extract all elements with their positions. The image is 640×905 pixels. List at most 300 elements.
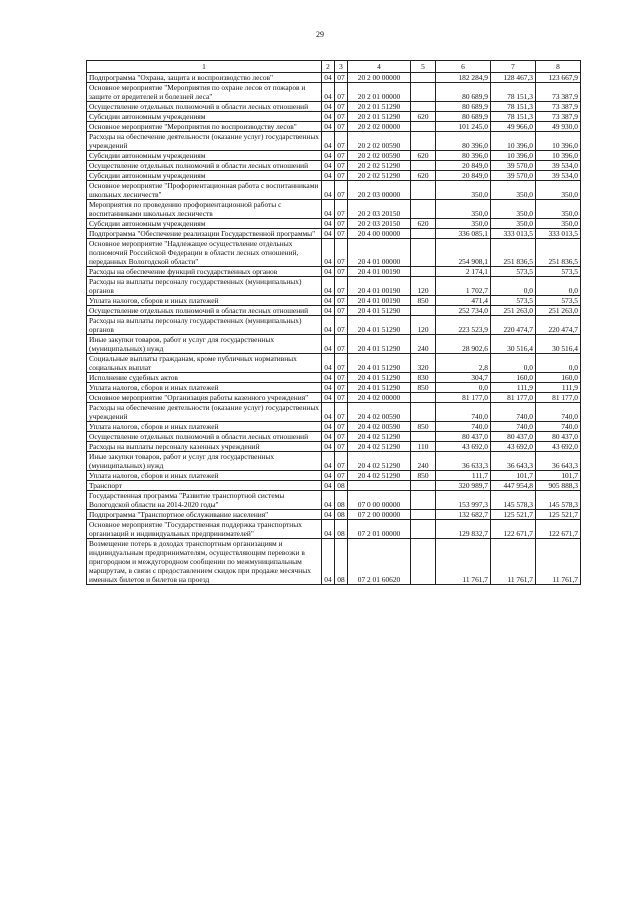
subsection-code: 07 <box>335 354 348 373</box>
expense-type-code <box>411 481 436 491</box>
amount-col-6: 304,7 <box>436 373 491 383</box>
amount-col-7: 39 570,0 <box>491 171 536 181</box>
amount-col-8: 73 387,9 <box>536 102 581 112</box>
amount-col-6: 101 245,0 <box>436 122 491 132</box>
subsection-code: 07 <box>335 383 348 393</box>
section-code: 04 <box>322 219 335 229</box>
section-code: 04 <box>322 267 335 277</box>
amount-col-6: 740,0 <box>436 422 491 432</box>
target-article-code: 20 4 02 51290 <box>348 452 411 471</box>
table-row <box>87 229 581 239</box>
target-article-code: 20 4 01 51290 <box>348 354 411 373</box>
amount-col-6: 471,4 <box>436 296 491 306</box>
expense-type-code: 240 <box>411 335 436 354</box>
expense-type-code: 620 <box>411 171 436 181</box>
expense-type-code <box>411 403 436 422</box>
section-code: 04 <box>322 83 335 102</box>
expense-type-code <box>411 520 436 539</box>
row-name: Транспорт <box>87 481 322 491</box>
amount-col-8: 145 578,3 <box>536 491 581 510</box>
table-row <box>87 132 581 151</box>
subsection-code: 07 <box>335 393 348 403</box>
amount-col-6: 182 284,9 <box>436 73 491 83</box>
target-article-code: 07 0 00 00000 <box>348 491 411 510</box>
amount-col-7: 220 474,7 <box>491 316 536 335</box>
table-row <box>87 73 581 83</box>
amount-col-8: 333 013,5 <box>536 229 581 239</box>
section-code: 04 <box>322 539 335 585</box>
target-article-code: 20 2 03 20150 <box>348 219 411 229</box>
row-name: Основное мероприятие "Организация работы казенного учреждения" <box>87 393 322 403</box>
table-row <box>87 539 581 585</box>
amount-col-7: 0,0 <box>491 354 536 373</box>
expense-type-code <box>411 539 436 585</box>
target-article-code: 20 4 01 51290 <box>348 306 411 316</box>
amount-col-7: 740,0 <box>491 422 536 432</box>
row-name: Расходы на выплаты персоналу государственных (муниципальных) органов <box>87 277 322 296</box>
target-article-code: 20 4 01 00000 <box>348 239 411 267</box>
amount-col-6: 0,0 <box>436 383 491 393</box>
amount-col-6: 320 989,7 <box>436 481 491 491</box>
row-name: Уплата налогов, сборов и иных платежей <box>87 471 322 481</box>
subsection-code: 07 <box>335 306 348 316</box>
amount-col-8: 43 692,0 <box>536 442 581 452</box>
target-article-code: 20 4 01 00190 <box>348 296 411 306</box>
amount-col-7: 78 151,3 <box>491 83 536 102</box>
amount-col-6: 43 692,0 <box>436 442 491 452</box>
table-row <box>87 393 581 403</box>
section-code: 04 <box>322 229 335 239</box>
amount-col-6: 153 997,3 <box>436 491 491 510</box>
target-article-code: 20 2 02 00590 <box>348 132 411 151</box>
amount-col-8: 111,9 <box>536 383 581 393</box>
target-article-code: 20 4 01 00190 <box>348 267 411 277</box>
table-row <box>87 452 581 471</box>
row-name: Расходы на обеспечение деятельности (оказание услуг) государственных учреждений <box>87 403 322 422</box>
row-name: Осуществление отдельных полномочий в области лесных отношений <box>87 161 322 171</box>
subsection-code: 07 <box>335 267 348 277</box>
target-article-code: 20 4 01 51290 <box>348 383 411 393</box>
row-name: Субсидии автономным учреждениям <box>87 219 322 229</box>
subsection-code: 07 <box>335 432 348 442</box>
amount-col-8: 36 643,3 <box>536 452 581 471</box>
expense-type-code: 850 <box>411 296 436 306</box>
amount-col-8: 0,0 <box>536 277 581 296</box>
section-code: 04 <box>322 520 335 539</box>
row-name: Иные закупки товаров, работ и услуг для государственных (муниципальных) нужд <box>87 335 322 354</box>
amount-col-6: 28 902,6 <box>436 335 491 354</box>
section-code: 04 <box>322 296 335 306</box>
amount-col-8: 39 534,0 <box>536 171 581 181</box>
subsection-code: 07 <box>335 296 348 306</box>
row-name: Основное мероприятие "Профориентационная работа с воспитанниками школьных лесничеств" <box>87 181 322 200</box>
amount-col-8: 73 387,9 <box>536 112 581 122</box>
section-code: 04 <box>322 112 335 122</box>
amount-col-6: 20 849,0 <box>436 161 491 171</box>
amount-col-8: 350,0 <box>536 219 581 229</box>
amount-col-6: 80 396,0 <box>436 132 491 151</box>
amount-col-6: 80 396,0 <box>436 151 491 161</box>
section-code: 04 <box>322 383 335 393</box>
subsection-code: 07 <box>335 452 348 471</box>
table-row <box>87 383 581 393</box>
amount-col-7: 447 954,8 <box>491 481 536 491</box>
amount-col-8: 73 387,9 <box>536 83 581 102</box>
table-header-row <box>87 61 581 73</box>
section-code: 04 <box>322 306 335 316</box>
amount-col-8: 49 930,0 <box>536 122 581 132</box>
amount-col-8: 740,0 <box>536 422 581 432</box>
section-code: 04 <box>322 122 335 132</box>
row-name: Подпрограмма "Транспортное обслуживание населения" <box>87 510 322 520</box>
target-article-code: 20 4 02 00590 <box>348 422 411 432</box>
expense-type-code <box>411 181 436 200</box>
amount-col-7: 78 151,3 <box>491 112 536 122</box>
subsection-code: 08 <box>335 481 348 491</box>
amount-col-6: 80 689,9 <box>436 83 491 102</box>
target-article-code: 07 2 01 00000 <box>348 520 411 539</box>
amount-col-7: 49 966,0 <box>491 122 536 132</box>
subsection-code: 07 <box>335 277 348 296</box>
subsection-code: 07 <box>335 442 348 452</box>
column-header: 4 <box>348 61 411 73</box>
target-article-code: 20 4 01 51290 <box>348 373 411 383</box>
section-code: 04 <box>322 102 335 112</box>
target-article-code: 20 2 01 51290 <box>348 102 411 112</box>
amount-col-6: 111,7 <box>436 471 491 481</box>
amount-col-6: 81 177,0 <box>436 393 491 403</box>
subsection-code: 07 <box>335 122 348 132</box>
target-article-code: 20 2 00 00000 <box>348 73 411 83</box>
row-name: Мероприятия по проведению профориентационной работы с воспитанниками школьных лесничеств <box>87 200 322 219</box>
row-name: Уплата налогов, сборов и иных платежей <box>87 383 322 393</box>
target-article-code: 20 2 01 00000 <box>348 83 411 102</box>
amount-col-6: 223 523,9 <box>436 316 491 335</box>
amount-col-6: 132 682,7 <box>436 510 491 520</box>
table-row <box>87 471 581 481</box>
amount-col-7: 39 570,0 <box>491 161 536 171</box>
target-article-code: 20 4 02 00000 <box>348 393 411 403</box>
amount-col-6: 350,0 <box>436 219 491 229</box>
amount-col-8: 81 177,0 <box>536 393 581 403</box>
amount-col-8: 573,5 <box>536 267 581 277</box>
table-row <box>87 491 581 510</box>
expense-type-code <box>411 229 436 239</box>
subsection-code: 07 <box>335 422 348 432</box>
target-article-code: 20 4 00 00000 <box>348 229 411 239</box>
amount-col-7: 81 177,0 <box>491 393 536 403</box>
table-row <box>87 239 581 267</box>
amount-col-7: 573,5 <box>491 296 536 306</box>
row-name: Основное мероприятие "Мероприятия по охране лесов от пожаров и защите от вредителей и болезней леса" <box>87 83 322 102</box>
amount-col-8: 350,0 <box>536 181 581 200</box>
amount-col-8: 80 437,0 <box>536 432 581 442</box>
target-article-code: 20 2 03 00000 <box>348 181 411 200</box>
amount-col-6: 2,8 <box>436 354 491 373</box>
amount-col-8: 905 888,3 <box>536 481 581 491</box>
table-row <box>87 520 581 539</box>
subsection-code: 07 <box>335 219 348 229</box>
row-name: Уплата налогов, сборов и иных платежей <box>87 296 322 306</box>
table-row <box>87 267 581 277</box>
amount-col-8: 125 521,7 <box>536 510 581 520</box>
amount-col-8: 39 534,0 <box>536 161 581 171</box>
row-name: Осуществление отдельных полномочий в области лесных отношений <box>87 306 322 316</box>
expense-type-code <box>411 83 436 102</box>
target-article-code: 20 2 02 51290 <box>348 161 411 171</box>
amount-col-7: 122 671,7 <box>491 520 536 539</box>
row-name: Подпрограмма "Охрана, защита и воспроизводство лесов" <box>87 73 322 83</box>
section-code: 04 <box>322 181 335 200</box>
table-row <box>87 122 581 132</box>
row-name: Основное мероприятие "Надлежащее осуществление отдельных полномочий Российской Федерации в области лесных отношений, переданных Вологодской области" <box>87 239 322 267</box>
expense-type-code: 850 <box>411 383 436 393</box>
expense-type-code: 120 <box>411 316 436 335</box>
amount-col-6: 129 832,7 <box>436 520 491 539</box>
amount-col-8: 122 671,7 <box>536 520 581 539</box>
amount-col-7: 11 761,7 <box>491 539 536 585</box>
table-row <box>87 354 581 373</box>
section-code: 04 <box>322 354 335 373</box>
column-header: 5 <box>411 61 436 73</box>
amount-col-7: 80 437,0 <box>491 432 536 442</box>
subsection-code: 07 <box>335 403 348 422</box>
amount-col-8: 160,0 <box>536 373 581 383</box>
column-header: 8 <box>536 61 581 73</box>
amount-col-7: 145 578,3 <box>491 491 536 510</box>
expense-type-code <box>411 267 436 277</box>
table-row <box>87 316 581 335</box>
amount-col-8: 11 761,7 <box>536 539 581 585</box>
amount-col-8: 573,5 <box>536 296 581 306</box>
amount-col-6: 252 734,0 <box>436 306 491 316</box>
amount-col-7: 350,0 <box>491 219 536 229</box>
row-name: Государственная программа "Развитие транспортной системы Вологодской области на 2014-2020 годы" <box>87 491 322 510</box>
amount-col-8: 251 263,0 <box>536 306 581 316</box>
row-name: Возмещение потерь в доходах транспортным организациям и индивидуальным предпринимателям, осуществляющим перевозки в пригородном и междугородном сообщении по межмуниципальным маршрутам, в связи с предоставлением скидок при продаже месячных именных билетов и билетов на проезд <box>87 539 322 585</box>
table-row <box>87 200 581 219</box>
expense-type-code <box>411 200 436 219</box>
target-article-code: 20 4 01 00190 <box>348 277 411 296</box>
expense-type-code <box>411 510 436 520</box>
row-name: Субсидии автономным учреждениям <box>87 112 322 122</box>
row-name: Субсидии автономным учреждениям <box>87 151 322 161</box>
table-row <box>87 510 581 520</box>
amount-col-7: 251 836,5 <box>491 239 536 267</box>
amount-col-6: 1 702,7 <box>436 277 491 296</box>
amount-col-8: 30 516,4 <box>536 335 581 354</box>
amount-col-6: 740,0 <box>436 403 491 422</box>
section-code: 04 <box>322 373 335 383</box>
expense-type-code: 850 <box>411 471 436 481</box>
amount-col-8: 251 836,5 <box>536 239 581 267</box>
expense-type-code <box>411 102 436 112</box>
amount-col-7: 101,7 <box>491 471 536 481</box>
target-article-code: 07 2 00 00000 <box>348 510 411 520</box>
table-row <box>87 171 581 181</box>
amount-col-6: 2 174,1 <box>436 267 491 277</box>
table-row <box>87 422 581 432</box>
amount-col-6: 80 689,9 <box>436 112 491 122</box>
table-body <box>87 73 581 585</box>
section-code: 04 <box>322 277 335 296</box>
amount-col-7: 573,5 <box>491 267 536 277</box>
amount-col-7: 10 396,0 <box>491 151 536 161</box>
amount-col-6: 20 849,0 <box>436 171 491 181</box>
row-name: Расходы на обеспечение функций государственных органов <box>87 267 322 277</box>
section-code: 04 <box>322 432 335 442</box>
row-name: Иные закупки товаров, работ и услуг для государственных (муниципальных) нужд <box>87 452 322 471</box>
target-article-code: 20 4 02 51290 <box>348 432 411 442</box>
table-row <box>87 403 581 422</box>
subsection-code: 07 <box>335 83 348 102</box>
table-row <box>87 296 581 306</box>
amount-col-6: 11 761,7 <box>436 539 491 585</box>
expense-type-code <box>411 306 436 316</box>
section-code: 04 <box>322 239 335 267</box>
amount-col-6: 350,0 <box>436 181 491 200</box>
amount-col-7: 10 396,0 <box>491 132 536 151</box>
row-name: Расходы на обеспечение деятельности (оказание услуг) государственных учреждений <box>87 132 322 151</box>
target-article-code: 20 2 02 00000 <box>348 122 411 132</box>
table-row <box>87 161 581 171</box>
subsection-code: 07 <box>335 181 348 200</box>
table-row <box>87 335 581 354</box>
expense-type-code <box>411 122 436 132</box>
expense-type-code <box>411 432 436 442</box>
section-code: 04 <box>322 442 335 452</box>
amount-col-7: 43 692,0 <box>491 442 536 452</box>
table-row <box>87 277 581 296</box>
section-code: 04 <box>322 510 335 520</box>
row-name: Подпрограмма "Обеспечение реализации Государственной программы" <box>87 229 322 239</box>
amount-col-7: 333 013,5 <box>491 229 536 239</box>
table-row <box>87 112 581 122</box>
table-row <box>87 219 581 229</box>
section-code: 04 <box>322 471 335 481</box>
amount-col-6: 336 085,1 <box>436 229 491 239</box>
target-article-code: 20 4 01 51290 <box>348 316 411 335</box>
target-article-code: 07 2 01 60620 <box>348 539 411 585</box>
subsection-code: 08 <box>335 520 348 539</box>
table-row <box>87 151 581 161</box>
row-name: Социальные выплаты гражданам, кроме публичных нормативных социальных выплат <box>87 354 322 373</box>
amount-col-6: 80 437,0 <box>436 432 491 442</box>
table-row <box>87 442 581 452</box>
amount-col-7: 251 263,0 <box>491 306 536 316</box>
row-name: Осуществление отдельных полномочий в области лесных отношений <box>87 432 322 442</box>
subsection-code: 07 <box>335 171 348 181</box>
row-name: Основное мероприятие "Мероприятия по воспроизводству лесов" <box>87 122 322 132</box>
row-name: Осуществление отдельных полномочий в области лесных отношений <box>87 102 322 112</box>
section-code: 04 <box>322 161 335 171</box>
target-article-code: 20 4 02 51290 <box>348 442 411 452</box>
subsection-code: 07 <box>335 200 348 219</box>
amount-col-7: 350,0 <box>491 181 536 200</box>
expense-type-code <box>411 73 436 83</box>
subsection-code: 07 <box>335 161 348 171</box>
expense-type-code: 830 <box>411 373 436 383</box>
target-article-code: 20 2 01 51290 <box>348 112 411 122</box>
subsection-code: 08 <box>335 510 348 520</box>
target-article-code <box>348 481 411 491</box>
expense-type-code: 620 <box>411 219 436 229</box>
expense-type-code: 120 <box>411 277 436 296</box>
row-name: Уплата налогов, сборов и иных платежей <box>87 422 322 432</box>
amount-col-8: 220 474,7 <box>536 316 581 335</box>
amount-col-7: 125 521,7 <box>491 510 536 520</box>
row-name: Расходы на выплаты персоналу казенных учреждений <box>87 442 322 452</box>
section-code: 04 <box>322 316 335 335</box>
section-code: 04 <box>322 422 335 432</box>
expense-type-code: 110 <box>411 442 436 452</box>
subsection-code: 07 <box>335 102 348 112</box>
table-row <box>87 83 581 102</box>
amount-col-6: 254 908,1 <box>436 239 491 267</box>
row-name: Субсидии автономным учреждениям <box>87 171 322 181</box>
section-code: 04 <box>322 171 335 181</box>
amount-col-6: 36 633,3 <box>436 452 491 471</box>
amount-col-7: 0,0 <box>491 277 536 296</box>
section-code: 04 <box>322 200 335 219</box>
expense-type-code <box>411 239 436 267</box>
row-name: Расходы на выплаты персоналу государственных (муниципальных) органов <box>87 316 322 335</box>
expense-type-code <box>411 161 436 171</box>
target-article-code: 20 2 02 00590 <box>348 151 411 161</box>
page-number: 29 <box>316 30 324 39</box>
amount-col-6: 350,0 <box>436 200 491 219</box>
section-code: 04 <box>322 73 335 83</box>
subsection-code: 07 <box>335 373 348 383</box>
target-article-code: 20 4 01 51290 <box>348 335 411 354</box>
subsection-code: 07 <box>335 229 348 239</box>
row-name: Исполнение судебных актов <box>87 373 322 383</box>
amount-col-7: 36 643,3 <box>491 452 536 471</box>
amount-col-6: 80 689,9 <box>436 102 491 112</box>
target-article-code: 20 2 03 20150 <box>348 200 411 219</box>
section-code: 04 <box>322 393 335 403</box>
target-article-code: 20 4 02 51290 <box>348 471 411 481</box>
subsection-code: 07 <box>335 239 348 267</box>
section-code: 04 <box>322 491 335 510</box>
subsection-code: 08 <box>335 491 348 510</box>
expense-type-code <box>411 491 436 510</box>
target-article-code: 20 4 02 00590 <box>348 403 411 422</box>
section-code: 04 <box>322 335 335 354</box>
subsection-code: 07 <box>335 132 348 151</box>
expense-type-code: 620 <box>411 112 436 122</box>
amount-col-7: 160,0 <box>491 373 536 383</box>
budget-table <box>86 60 581 585</box>
subsection-code: 08 <box>335 539 348 585</box>
expense-type-code: 850 <box>411 422 436 432</box>
amount-col-8: 10 396,0 <box>536 132 581 151</box>
amount-col-7: 350,0 <box>491 200 536 219</box>
expense-type-code: 620 <box>411 151 436 161</box>
amount-col-8: 10 396,0 <box>536 151 581 161</box>
column-header: 3 <box>335 61 348 73</box>
amount-col-8: 0,0 <box>536 354 581 373</box>
amount-col-7: 111,9 <box>491 383 536 393</box>
amount-col-7: 128 467,3 <box>491 73 536 83</box>
subsection-code: 07 <box>335 112 348 122</box>
amount-col-8: 740,0 <box>536 403 581 422</box>
column-header: 7 <box>491 61 536 73</box>
table-row <box>87 373 581 383</box>
subsection-code: 07 <box>335 73 348 83</box>
expense-type-code <box>411 393 436 403</box>
column-header: 2 <box>322 61 335 73</box>
